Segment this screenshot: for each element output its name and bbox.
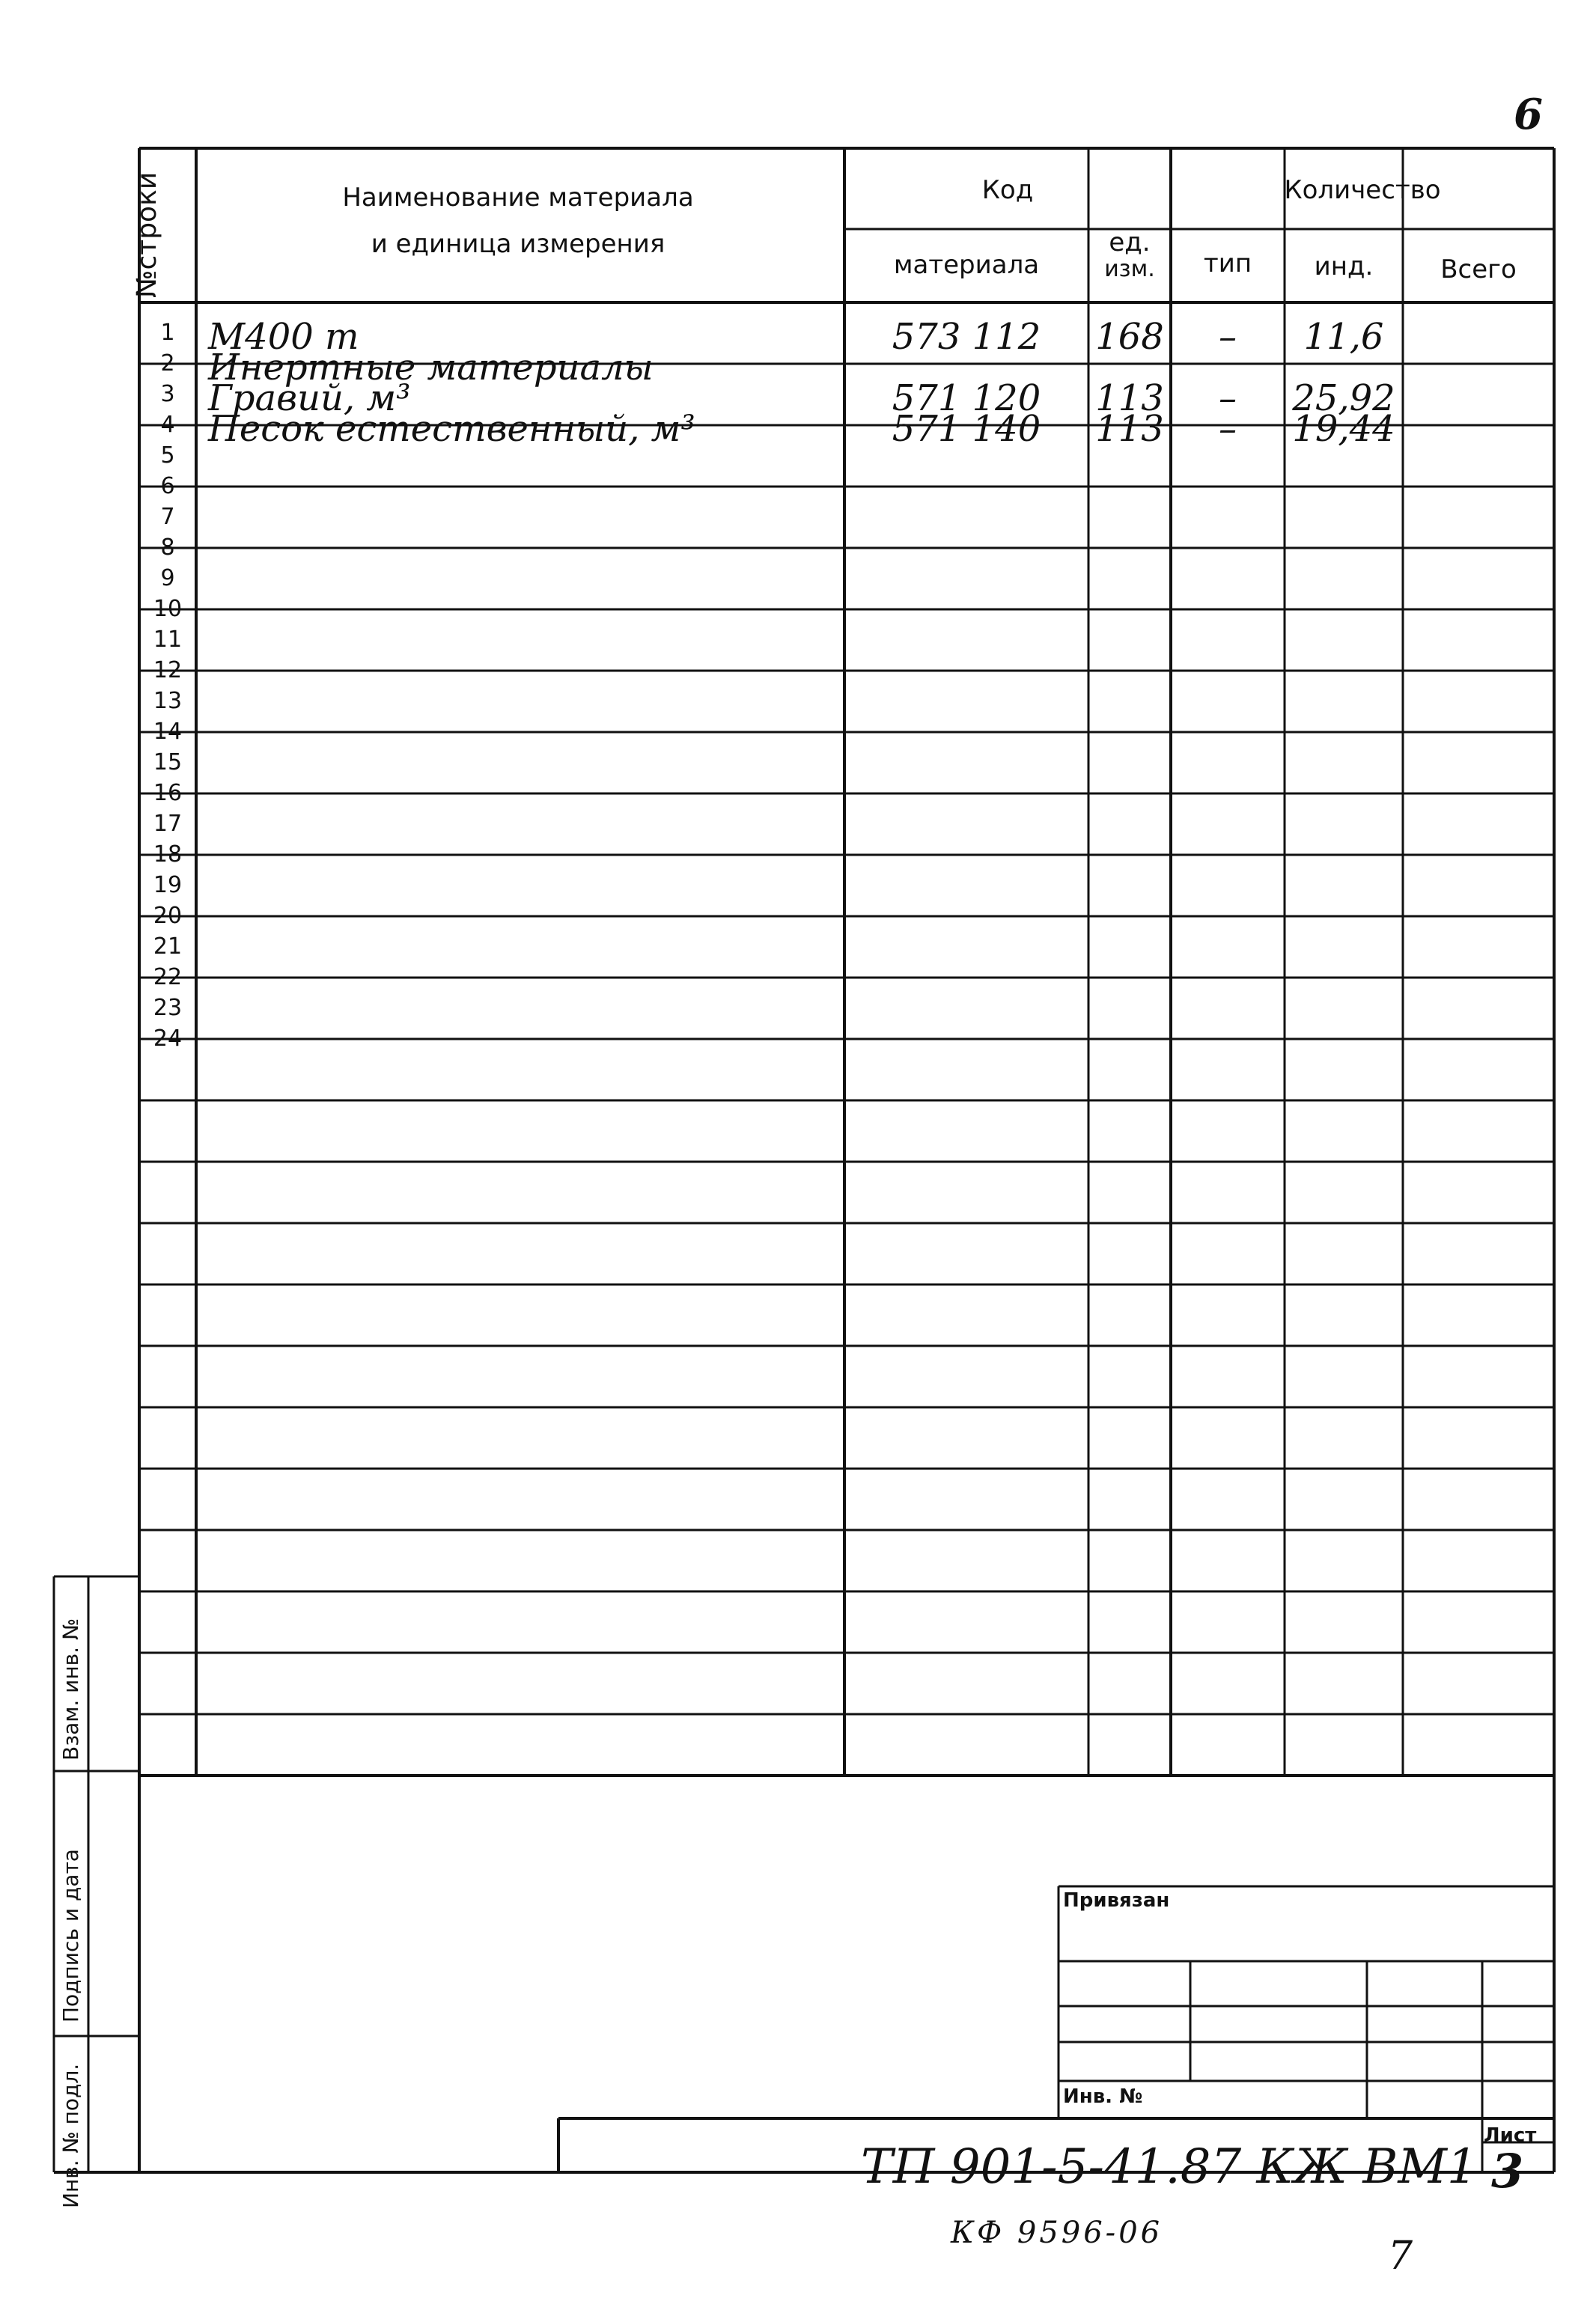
row-number: 9 [160, 565, 175, 591]
row-number: 5 [160, 442, 175, 469]
row-name: Инертные материалы [208, 347, 654, 388]
row-name: Песок естественный, м³ [208, 408, 695, 450]
stamp-list-label: Лист [1484, 2124, 1537, 2147]
row-number: 13 [153, 688, 183, 714]
side-label-inv-podl: Инв. № подл. [58, 2063, 83, 2208]
row-number: 6 [160, 473, 175, 499]
header-qty-total: Всего [1440, 255, 1517, 284]
row-number: 22 [153, 964, 183, 990]
row-name: М400 т [208, 316, 359, 358]
row-unit: 113 [1095, 408, 1164, 450]
row-number: 8 [160, 534, 175, 561]
row-name: Гравий, м³ [208, 377, 411, 419]
side-label-vzam: Взам. инв. № [58, 1618, 83, 1761]
row-number: 15 [153, 749, 183, 775]
row-number: 14 [153, 719, 183, 745]
side-label-podpis: Подпись и дата [58, 1849, 83, 2023]
row-number: 17 [153, 811, 183, 837]
row-number: 3 [160, 381, 175, 407]
row-number: 18 [153, 841, 183, 868]
header-code: Код [981, 175, 1034, 205]
row-type: – [1219, 377, 1237, 419]
row-number: 19 [153, 872, 183, 898]
row-number: 21 [153, 933, 183, 960]
header-qty-type: тип [1203, 249, 1252, 278]
stamp-list-number: 3 [1491, 2144, 1524, 2198]
header-quantity: Количество [1284, 175, 1441, 205]
row-number: 7 [160, 504, 175, 530]
header-row-no: №строки [132, 171, 162, 298]
row-type: – [1219, 316, 1237, 358]
header-name-line2: и единица измерения [371, 229, 665, 259]
row-unit: 113 [1095, 377, 1164, 419]
row-number: 23 [153, 995, 183, 1021]
stamp-designation: ТП 901-5-41.87 КЖ ВМ1 [861, 2139, 1478, 2195]
row-number: 2 [160, 350, 175, 377]
header-code-unit-2: изм. [1104, 256, 1155, 282]
header-code-material: материала [893, 250, 1040, 280]
row-number: 11 [153, 627, 183, 653]
row-number: 24 [153, 1025, 183, 1052]
row-code: 573 112 [892, 316, 1041, 358]
row-number: 1 [160, 320, 175, 346]
row-number: 10 [153, 596, 183, 622]
row-ind: 19,44 [1292, 408, 1395, 450]
footer-number: 7 [1388, 2234, 1413, 2279]
row-number: 20 [153, 903, 183, 929]
header-qty-ind: инд. [1314, 252, 1374, 281]
header-code-unit-1: ед. [1109, 228, 1151, 257]
row-ind: 25,92 [1292, 377, 1395, 419]
page-number: 6 [1514, 90, 1543, 139]
row-type: – [1219, 408, 1237, 450]
row-code: 571 120 [892, 377, 1041, 419]
row-code: 571 140 [892, 408, 1041, 450]
stamp-privyazan: Привязан [1063, 1889, 1170, 1912]
row-number: 4 [160, 412, 175, 438]
row-unit: 168 [1095, 316, 1164, 358]
stamp-inv-no: Инв. № [1063, 2085, 1143, 2108]
footer-code: КФ 9596-06 [951, 2216, 1163, 2250]
row-ind: 11,6 [1303, 316, 1384, 358]
header-name-line1: Наименование материала [342, 183, 694, 213]
row-number: 12 [153, 657, 183, 683]
row-number: 16 [153, 780, 183, 806]
